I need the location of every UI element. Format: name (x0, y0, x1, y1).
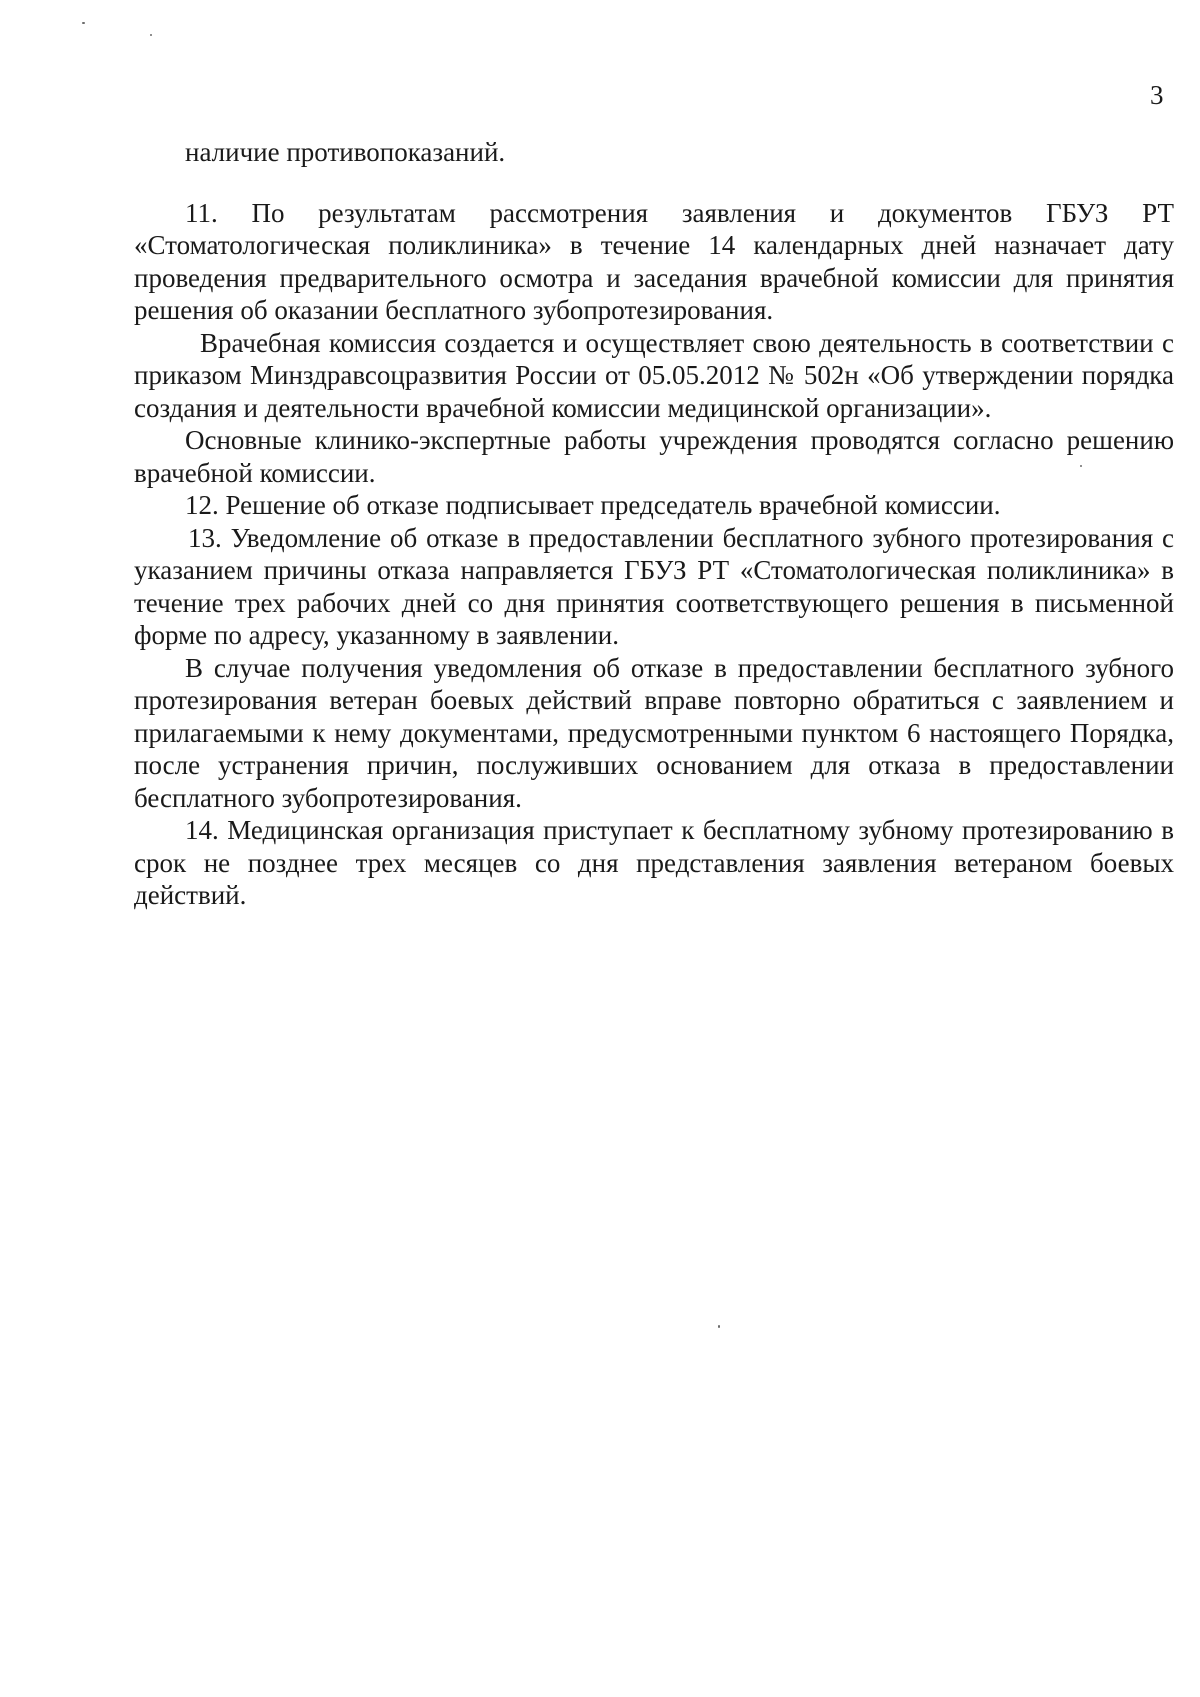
paragraph-item-14: 14. Медицинская организация приступает к бесплатному зубному протезированию в срок не позднее трех месяцев со дня представления заявления ветераном боевых действий. (134, 815, 1174, 910)
paragraph-medical-commission: Врачебная комиссия создается и осуществляет свою деятельность в соответствии с приказом Минздравсоцразвития России от 05.05.2012 № 502н «Об утверждении порядка создания и деятельности врачебной комиссии медицинской организации». (134, 327, 1174, 423)
scan-speck (82, 22, 85, 24)
scan-speck (150, 34, 152, 36)
scan-speck (1080, 465, 1082, 467)
paragraph-refusal-notice: В случае получения уведомления об отказе в предоставлении бесплатного зубного протезирования ветеран боевых действий вправе повторно обратиться с заявлением и прилагаемыми к нему документами, предусмотренными пунктом 6 настоящего Порядка, после устранения причин, послуживших основанием для отказа в предоставлении бесплатного зубопротезирования. (134, 652, 1174, 813)
paragraph-item-12: 12. Решение об отказе подписывает председатель врачебной комиссии. (185, 490, 1001, 520)
document-body (134, 136, 1174, 912)
paragraph-contraindications: наличие противопоказаний. (185, 137, 506, 167)
paragraph-item-11: 11. По результатам рассмотрения заявления и документов ГБУЗ РТ «Стоматологическая поликлиника» в течение 14 календарных дней назначает дату проведения предварительного осмотра и заседания врачебной комиссии для принятия решения об оказании бесплатного зубопротезирования. (134, 197, 1174, 325)
page-number: 3 (1150, 80, 1164, 110)
scan-speck (718, 1325, 720, 1328)
paragraph-item-13: 13. Уведомление об отказе в предоставлении бесплатного зубного протезирования с указанием причины отказа направляется ГБУЗ РТ «Стоматологическая поликлиника» в течение трех рабочих дней со дня принятия соответствующего решения в письменной форме по адресу, указанному в заявлении. (134, 522, 1174, 650)
paragraph-clinical-expert-work: Основные клинико-экспертные работы учреждения проводятся согласно решению врачебной комиссии. (134, 425, 1174, 488)
